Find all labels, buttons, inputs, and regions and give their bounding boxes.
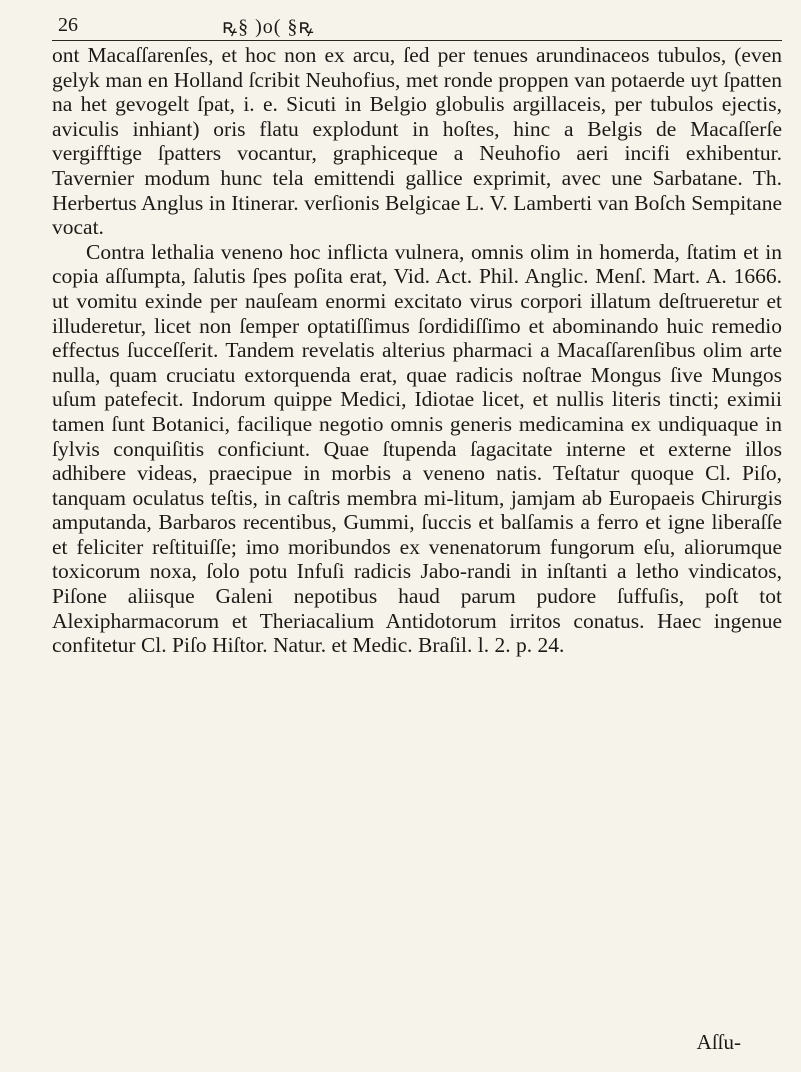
running-head [52,10,782,41]
paragraph-2: Contra lethalia veneno hoc inflicta vulnera, omnis olim in homerda, ſtatim et in copia aſſumpta, ſalutis ſpes poſita erat, Vid. Act. Phil. Anglic. Menſ. Mart. A. 1666. ut vomitu exinde per nauſeam enormi excitato virus corpori illatum deſtrueretur et illuderetur, licet non ſemper optatiſſimus ſordidiſſimo et abominando huic remedio effectus ſucceſſerit. Tandem revelatis alterius pharmaci a Macaſſarenſibus olim arte nulla, quam cruciatu extorquenda erat, quae radicis noſtrae Mongus ſive Mungos uſum patefecit. Indorum quippe Medici, Idiotae licet, et nullis literis tincti; eximii tamen ſunt Botanici, facilique negotio omnis generis medicamina ex undiquaque in ſylvis conquiſitis conficiunt. Quae ſtupenda ſagacitate interne et externe illos adhibere videas, praecipue in morbis a veneno natis. Teſtatur quoque Cl. Piſo, tanquam oculatus teſtis, in caſtris membra mi-litum, jamjam ab Europaeis Chirurgis amputanda, Barbaros recentibus, Gummi, ſuccis et balſamis a ferro et igne liberaſſe et feliciter reſtituiſſe; imo moribundos ex venenatorum fungorum eſu, aliorumque toxicorum noxa, ſolo potu Infuſi radicis Jabo-randi in inſtanti a letho vindicatos, Piſone aliisque Galeni nepotibus haud parum pudore ſuffuſis, poſt tot Alexipharmacorum et Theriacalium Antidotorum irritos conatus. Haec ingenue confitetur Cl. Piſo Hiſtor. Natur. et Medic. Braſil. l. 2. p. 24. [52,239,782,658]
paragraph-1: ont Macaſſarenſes, et hoc non ex arcu, ſed per tenues arundinaceos tubulos, (even gelyk man en Holland ſcribit Neuhofius, met ronde proppen van potaerde uyt ſpatten na het gevogelt ſpat, i. e. Sicuti in Belgio globulis argillaceis, per tubulos ejectis, aviculis inhiant) oris flatu explodunt in hoſtes, hinc a Belgis de Macaſſerſe vergifftige ſpatters vocantur, graphiceque a Neuhofio aeri incifi exhibentur. Tavernier modum hunc tela emittendi gallice exprimit, avec une Sarbatane. Th. Herbertus Anglus in Itinerar. verſionis Belgicae L. V. Lamberti van Boſch Sempitane vocat. [52,43,782,240]
body-text [52,43,782,658]
page-number: 26 [58,14,78,36]
document-page [52,10,782,658]
head-ornament: ꝶ§ )o( §ꝶ [222,16,315,38]
catchword: Aſſu- [696,1030,741,1054]
